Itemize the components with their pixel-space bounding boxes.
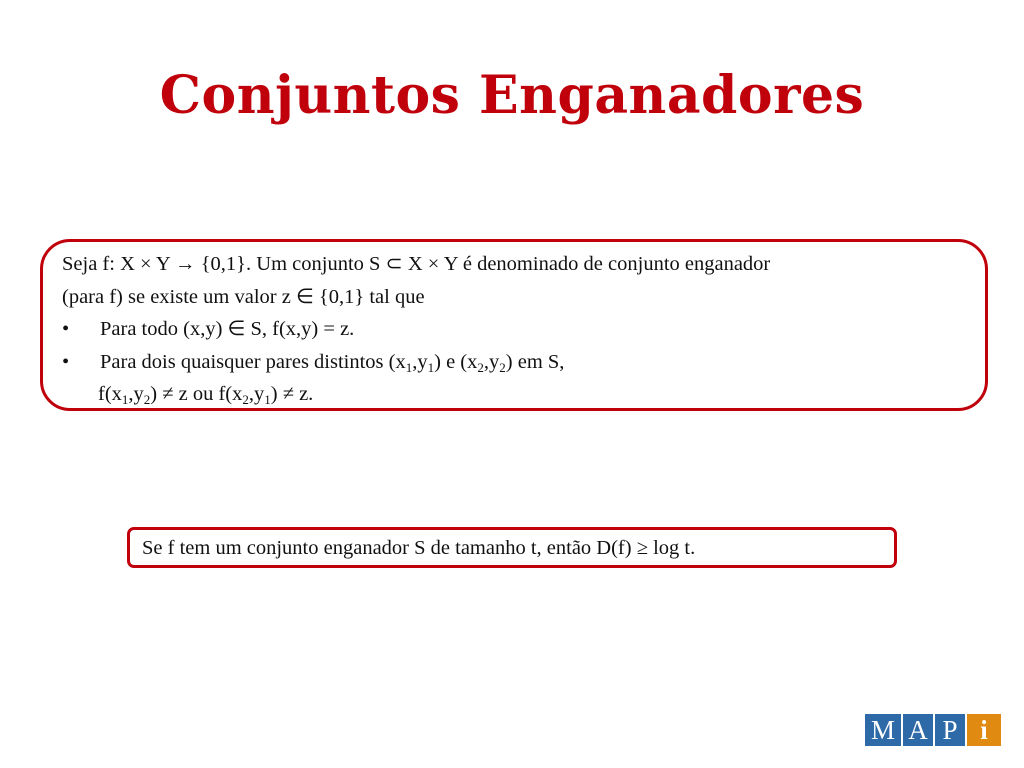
bullet-item-1-text: Para todo (x,y) ∈ S, f(x,y) = z. — [100, 318, 355, 340]
bullet-item-2-continuation: $f(x_1,y_2) \ne z$ ou $f(x_2,y_1) \ne z$. — [98, 383, 314, 407]
slide-title: Conjuntos Enganadores — [159, 65, 865, 126]
definition-text — [62, 248, 992, 411]
theorem-text: Se f tem um conjunto enganador S de tamanho t, então D(f) ≥ log t. — [142, 537, 696, 559]
definition-line-2: (para f) se existe um valor z ∈ {0,1} tal que — [62, 285, 425, 308]
mapi-logo — [865, 714, 1001, 746]
logo-letter-m: M — [865, 714, 901, 746]
logo-letter-a: A — [903, 714, 933, 746]
bullet-item-2 — [62, 346, 992, 379]
bullet-icon: • — [62, 350, 70, 373]
definition-line-1: Seja f: X × Y → {0,1}. Um conjunto S ⊂ X × Y é denominado de conjunto enganador — [62, 253, 771, 275]
bullet-item-2-text: Para dois quaisquer pares distintos $(x_1,y_1)$ e $(x_2,y_2)$ em S, — [100, 350, 565, 375]
bullet-item-1 — [62, 313, 992, 346]
logo-letter-i: i — [967, 714, 1001, 746]
bullet-icon: • — [62, 318, 70, 340]
logo-letter-p: P — [935, 714, 965, 746]
